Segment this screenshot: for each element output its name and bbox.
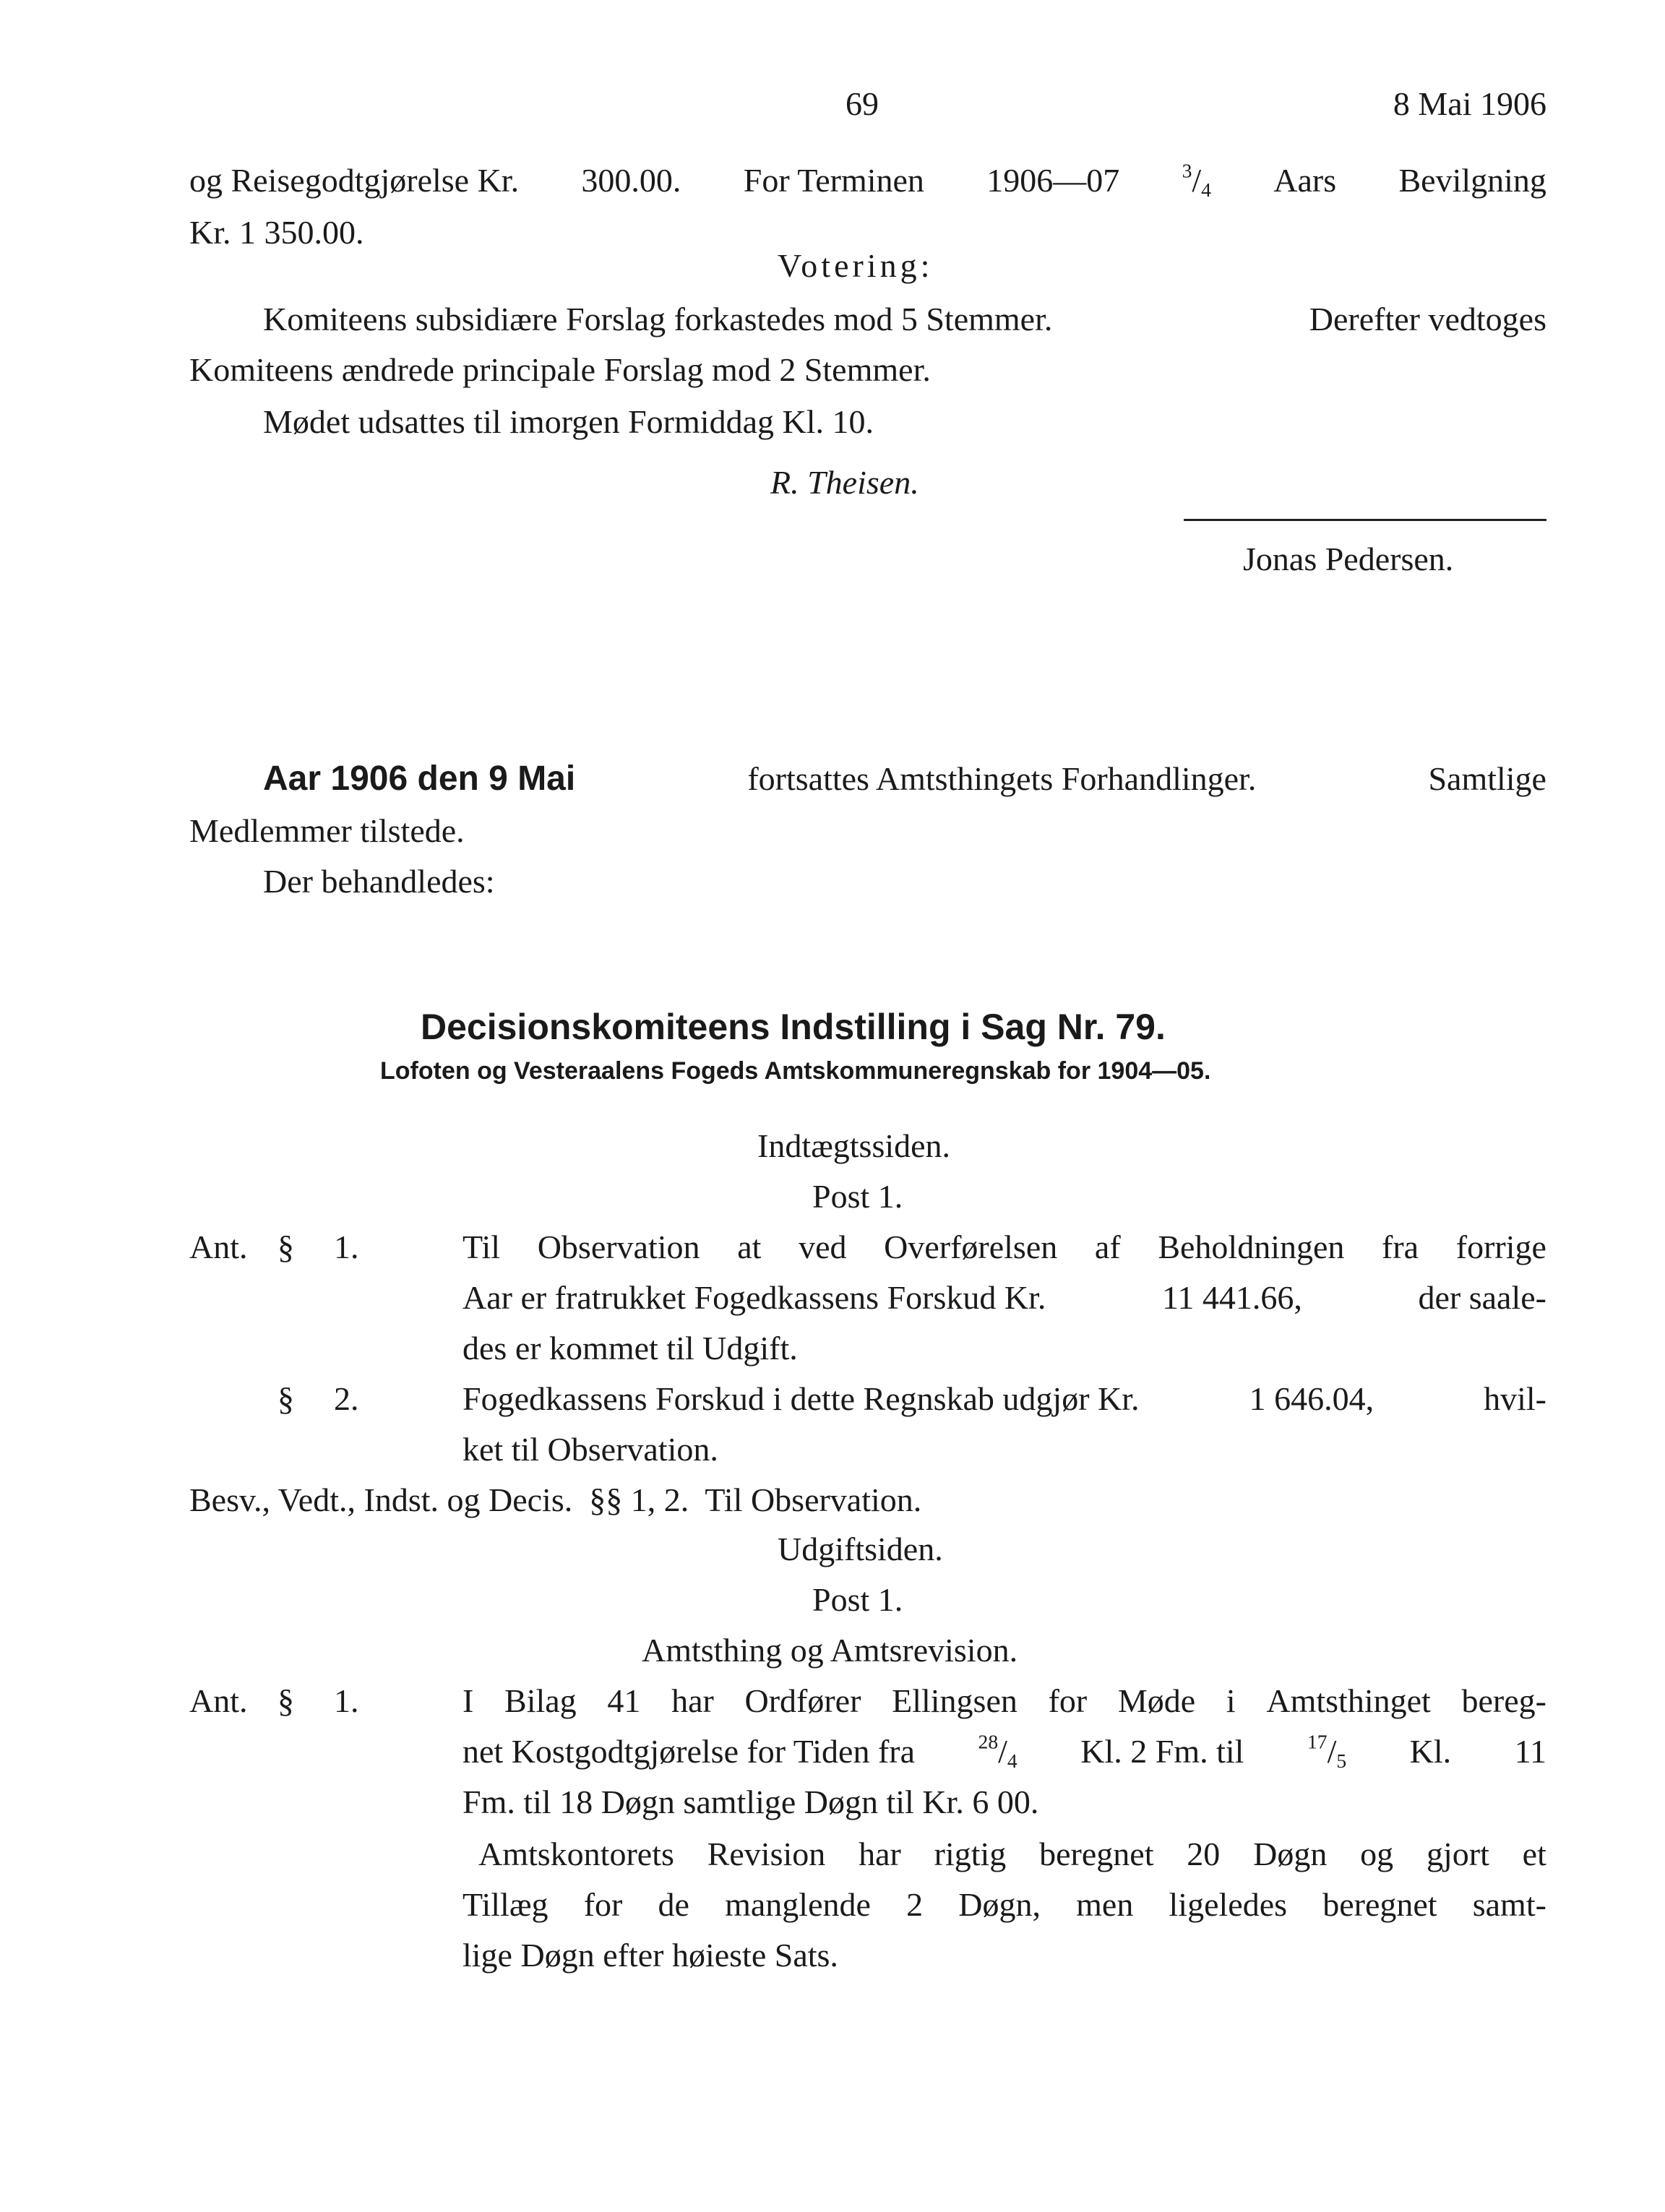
- session-line2: Medlemmer tilstede.: [189, 812, 465, 849]
- text-segment: fortsattes Amtsthingets Forhandlinger.: [747, 760, 1257, 797]
- fraction-denominator: 4: [1007, 1749, 1018, 1772]
- amtsthing-heading: Amtsthing og Amtsrevision.: [642, 1632, 1018, 1669]
- text-segment: Fogedkassens Forskud i dette Regnskab udgjør Kr.: [462, 1380, 1140, 1417]
- word: og Reisegodtgjørelse Kr.: [189, 162, 520, 199]
- text-segment: Komiteens subsidiære Forslag forkastedes mod 5 Stemmer.: [263, 301, 1053, 337]
- session-line3: Der behandledes:: [263, 863, 495, 900]
- case-subtitle: Lofoten og Vesteraalens Fogeds Amtskommuneregnskab for 1904—05.: [380, 1057, 1211, 1085]
- revision-line1: [478, 1834, 1546, 1875]
- word: for: [1048, 1682, 1088, 1719]
- votering-line1: [263, 299, 1546, 340]
- fraction-numerator: 3: [1182, 159, 1192, 182]
- word: Revision: [707, 1836, 826, 1872]
- section-sign: §: [278, 1228, 294, 1265]
- fraction-numerator: 28: [978, 1730, 999, 1753]
- ant1-line3: des er kommet til Udgift.: [462, 1330, 798, 1367]
- word: Døgn,: [958, 1886, 1041, 1923]
- ant3-line1: [462, 1681, 1546, 1721]
- word: 20: [1187, 1836, 1221, 1872]
- word: Amtskontorets: [478, 1836, 674, 1872]
- ant-label: Ant.: [189, 1682, 248, 1719]
- text-segment: 11: [1514, 1733, 1546, 1770]
- expense-heading: Udgiftsiden.: [778, 1531, 943, 1567]
- text-segment: 11 441.66,: [1162, 1279, 1302, 1316]
- word: Ellingsen: [892, 1682, 1018, 1719]
- text-segment: Kl. 2 Fm. til: [1080, 1733, 1244, 1770]
- word: ligeledes: [1169, 1886, 1288, 1923]
- fraction: $^3/_4$: [1182, 159, 1211, 201]
- word: de: [658, 1886, 689, 1923]
- fraction: $^{17}/_5$: [1307, 1730, 1347, 1772]
- post-heading: Post 1.: [812, 1178, 903, 1215]
- word: Døgn: [1253, 1836, 1328, 1872]
- word: Bilag: [504, 1682, 577, 1719]
- word: og: [1360, 1836, 1394, 1872]
- ant1-line2: [462, 1278, 1546, 1318]
- word: at: [737, 1228, 762, 1265]
- besv-line: Besv., Vedt., Indst. og Decis. §§ 1, 2. Til Observation.: [189, 1481, 922, 1518]
- word: men: [1076, 1886, 1134, 1923]
- page-date: 8 Mai 1906: [1393, 85, 1546, 122]
- word: bereg-: [1461, 1682, 1546, 1719]
- word: fra: [1382, 1228, 1419, 1265]
- revision-line3: lige Døgn efter høieste Sats.: [462, 1937, 838, 1974]
- word: I: [462, 1682, 474, 1719]
- word: Overførelsen: [884, 1228, 1058, 1265]
- text-segment: Kl.: [1409, 1733, 1452, 1770]
- section-number: 1.: [334, 1228, 359, 1265]
- section-number: 1.: [334, 1682, 359, 1719]
- text-segment: Samtlige: [1428, 760, 1546, 797]
- fraction-denominator: 4: [1201, 178, 1211, 201]
- text-segment: hvil-: [1484, 1380, 1546, 1417]
- income-heading: Indtægtssiden.: [757, 1127, 951, 1164]
- revision-line2: [462, 1885, 1546, 1925]
- word: Beholdningen: [1158, 1228, 1345, 1265]
- signature-pedersen: Jonas Pedersen.: [1243, 541, 1454, 577]
- signature-theisen: R. Theisen.: [770, 464, 919, 501]
- page-number: 69: [846, 85, 879, 122]
- session-bold-lead: Aar 1906 den 9 Mai: [263, 759, 576, 798]
- votering-line3: Mødet udsattes til imorgen Formiddag Kl. 10.: [263, 403, 874, 440]
- text-segment: Aar er fratrukket Fogedkassens Forskud Kr.: [462, 1279, 1046, 1316]
- word: samt-: [1472, 1886, 1546, 1923]
- word: manglende: [725, 1886, 871, 1923]
- word: Til: [462, 1228, 501, 1265]
- section-sign: §: [278, 1380, 294, 1417]
- ant3-line2: [462, 1731, 1546, 1772]
- word: Aars: [1273, 162, 1337, 199]
- ant3-line3: Fm. til 18 Døgn samtlige Døgn til Kr. 6 00.: [462, 1783, 1039, 1820]
- word: 41: [607, 1682, 641, 1719]
- word: et: [1522, 1836, 1546, 1872]
- word: Tillæg: [462, 1886, 548, 1923]
- text-segment: net Kostgodtgjørelse for Tiden fra: [462, 1733, 916, 1770]
- word: beregnet: [1039, 1836, 1154, 1872]
- word: af: [1094, 1228, 1121, 1265]
- ant2-line2: ket til Observation.: [462, 1431, 718, 1468]
- fraction: $^{28}/_4$: [978, 1730, 1018, 1772]
- section-sign: §: [278, 1682, 294, 1719]
- fraction-denominator: 5: [1336, 1749, 1347, 1772]
- text-segment: 1 646.04,: [1249, 1380, 1374, 1417]
- word: Ordfører: [744, 1682, 861, 1719]
- votering-line2: Komiteens ændrede principale Forslag mod 2 Stemmer.: [189, 351, 931, 388]
- word: har: [859, 1836, 901, 1872]
- ant-label: Ant.: [189, 1228, 248, 1265]
- session-line1: [263, 759, 1546, 799]
- word: i: [1226, 1682, 1236, 1719]
- word: forrige: [1455, 1228, 1546, 1265]
- word: for: [583, 1886, 623, 1923]
- word: gjort: [1426, 1836, 1489, 1872]
- case-title: Decisionskomiteens Indstilling i Sag Nr. 79.: [421, 1007, 1166, 1047]
- block1-line1: [189, 160, 1546, 201]
- block1-line2: Kr. 1 350.00.: [189, 214, 364, 251]
- ant2-line1: [462, 1379, 1546, 1419]
- word: Bevilgning: [1398, 162, 1546, 199]
- word: har: [671, 1682, 714, 1719]
- fraction-numerator: 17: [1307, 1730, 1328, 1753]
- section-number: 2.: [334, 1380, 359, 1417]
- word: 1906—07: [986, 162, 1120, 199]
- post-heading: Post 1.: [812, 1581, 903, 1618]
- word: 300.00.: [581, 162, 681, 199]
- votering-heading: Votering:: [778, 247, 934, 284]
- word: 2: [906, 1886, 924, 1923]
- word: Amtsthinget: [1266, 1682, 1431, 1719]
- word: beregnet: [1322, 1886, 1437, 1923]
- word: For Terminen: [743, 162, 924, 199]
- signature-rule: [1184, 519, 1546, 521]
- text-segment: Derefter vedtoges: [1309, 301, 1546, 337]
- ant1-line1: [462, 1227, 1546, 1268]
- word: Observation: [537, 1228, 700, 1265]
- word: rigtig: [934, 1836, 1007, 1872]
- word: ved: [799, 1228, 847, 1265]
- word: Møde: [1117, 1682, 1196, 1719]
- text-segment: der saale-: [1418, 1279, 1546, 1316]
